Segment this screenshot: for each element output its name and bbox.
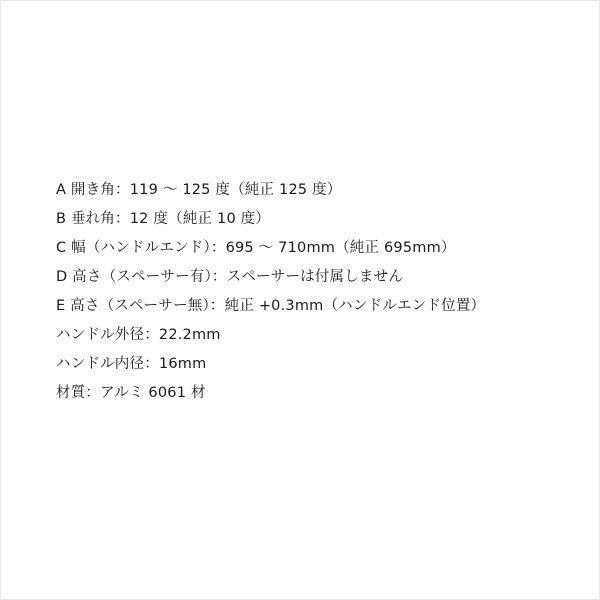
- spec-line-handle-outer-diameter: ハンドル外径：22.2mm: [56, 327, 221, 343]
- specification-list: [56, 176, 556, 408]
- spec-line-open-angle: A 開き角：119 〜 125 度（純正 125 度）: [56, 182, 342, 198]
- spec-line-material: 材質：アルミ 6061 材: [56, 385, 206, 401]
- spec-line-handle-inner-diameter: ハンドル内径：16mm: [56, 356, 207, 372]
- spec-line-height-with-spacer: D 高さ（スペーサー有）：スペーサーは付属しません: [56, 269, 404, 285]
- spec-line-width-handle-end: C 幅（ハンドルエンド）：695 〜 710mm（純正 695mm）: [56, 240, 456, 256]
- spec-line-drop-angle: B 垂れ角：12 度（純正 10 度）: [56, 211, 271, 227]
- spec-line-height-without-spacer: E 高さ（スペーサー無）：純正 +0.3mm（ハンドルエンド位置）: [56, 298, 486, 314]
